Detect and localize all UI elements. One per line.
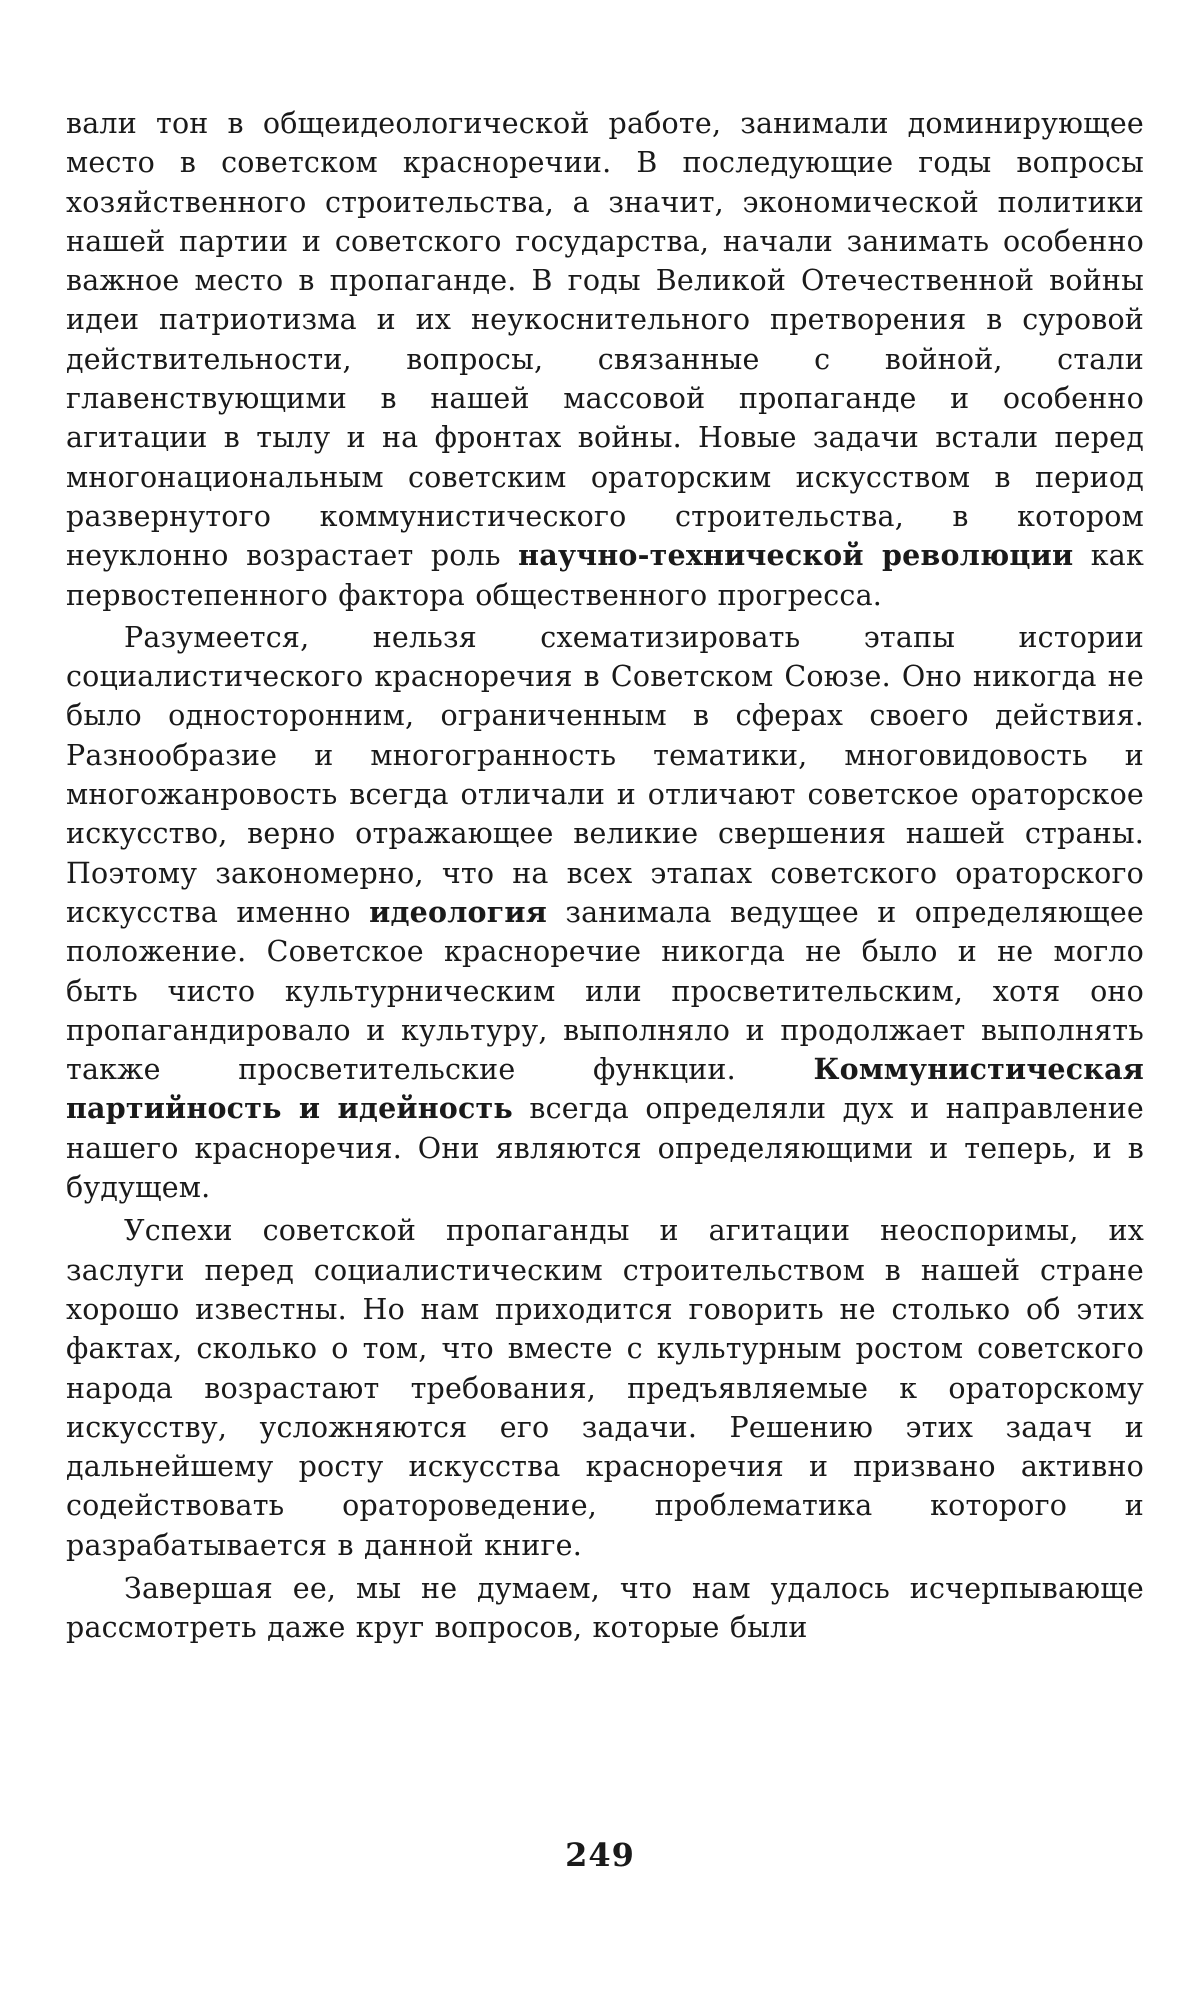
text-run: занимала ведущее и определяющее положение. Советское красноречие никогда не было и не могло быть чисто культурническим или просветительским, хотя оно пропагандировало и культуру, выполняло и продолжает выполнять также просветительские функции. xyxy=(66,895,1144,1087)
page-number: 249 xyxy=(565,1836,635,1874)
bold-text-run: Коммунистическая партийность и идейность xyxy=(66,1052,1144,1126)
paragraph xyxy=(66,104,1144,615)
text-run: всегда определяли дух и направление нашего красноречия. Они являются определяющими и теперь, и в будущем. xyxy=(66,1092,1144,1205)
paragraph xyxy=(66,1569,1144,1648)
body-text xyxy=(66,104,1144,1648)
text-run: Завершая ее, мы не думаем, что нам удалось исчерпывающе рассмотреть даже круг вопросов, которые были xyxy=(66,1571,1144,1645)
text-run: Разумеется, нельзя схематизировать этапы истории социалистического красноречия в Советском Союзе. Оно никогда не было односторонним, ограниченным в сферах своего действия. Разнообразие и многогранность тематики, многовидовость и многожанровость всегда отличали и отличают советское ораторское искусство, верно отражающее великие свершения нашей страны. Поэтому закономерно, что на всех этапах советского ораторского искусства именно xyxy=(66,620,1144,929)
paragraph xyxy=(66,618,1144,1207)
paragraph xyxy=(66,1211,1144,1565)
bold-text-run: научно-технической революции xyxy=(518,538,1074,573)
text-run: как первостепенного фактора общественного прогресса. xyxy=(66,539,1145,612)
bold-text-run: идеология xyxy=(369,894,547,929)
text-run: вали тон в общеидеологической работе, занимали доминирующее место в советском красноречии. В последующие годы вопросы хозяйственного строительства, а значит, экономической политики нашей партии и советского государства, начали занимать особенно важное место в пропаганде. В годы Великой Отечественной войны идеи патриотизма и их неукоснительного претворения в суровой действительности, вопросы, связанные с войной, стали главенствующими в нашей массовой пропаганде и особенно агитации в тылу и на фронтах войны. Новые задачи встали перед многонациональным советским ораторским искусством в период развернутого коммунистического строительства, в котором неуклонно возрастает роль xyxy=(66,107,1144,573)
text-run: Успехи советской пропаганды и агитации неоспоримы, их заслуги перед социалистическим строительством в нашей стране хорошо известны. Но нам приходится говорить не столько об этих фактах, сколько о том, что вместе с культурным ростом советского народа возрастают требования, предъявляемые к ораторскому искусству, усложняются его задачи. Решению этих задач и дальнейшему росту искусства красноречия и призвано активно содействовать оратороведение, проблематика которого и разрабатывается в данной книге. xyxy=(66,1214,1144,1562)
